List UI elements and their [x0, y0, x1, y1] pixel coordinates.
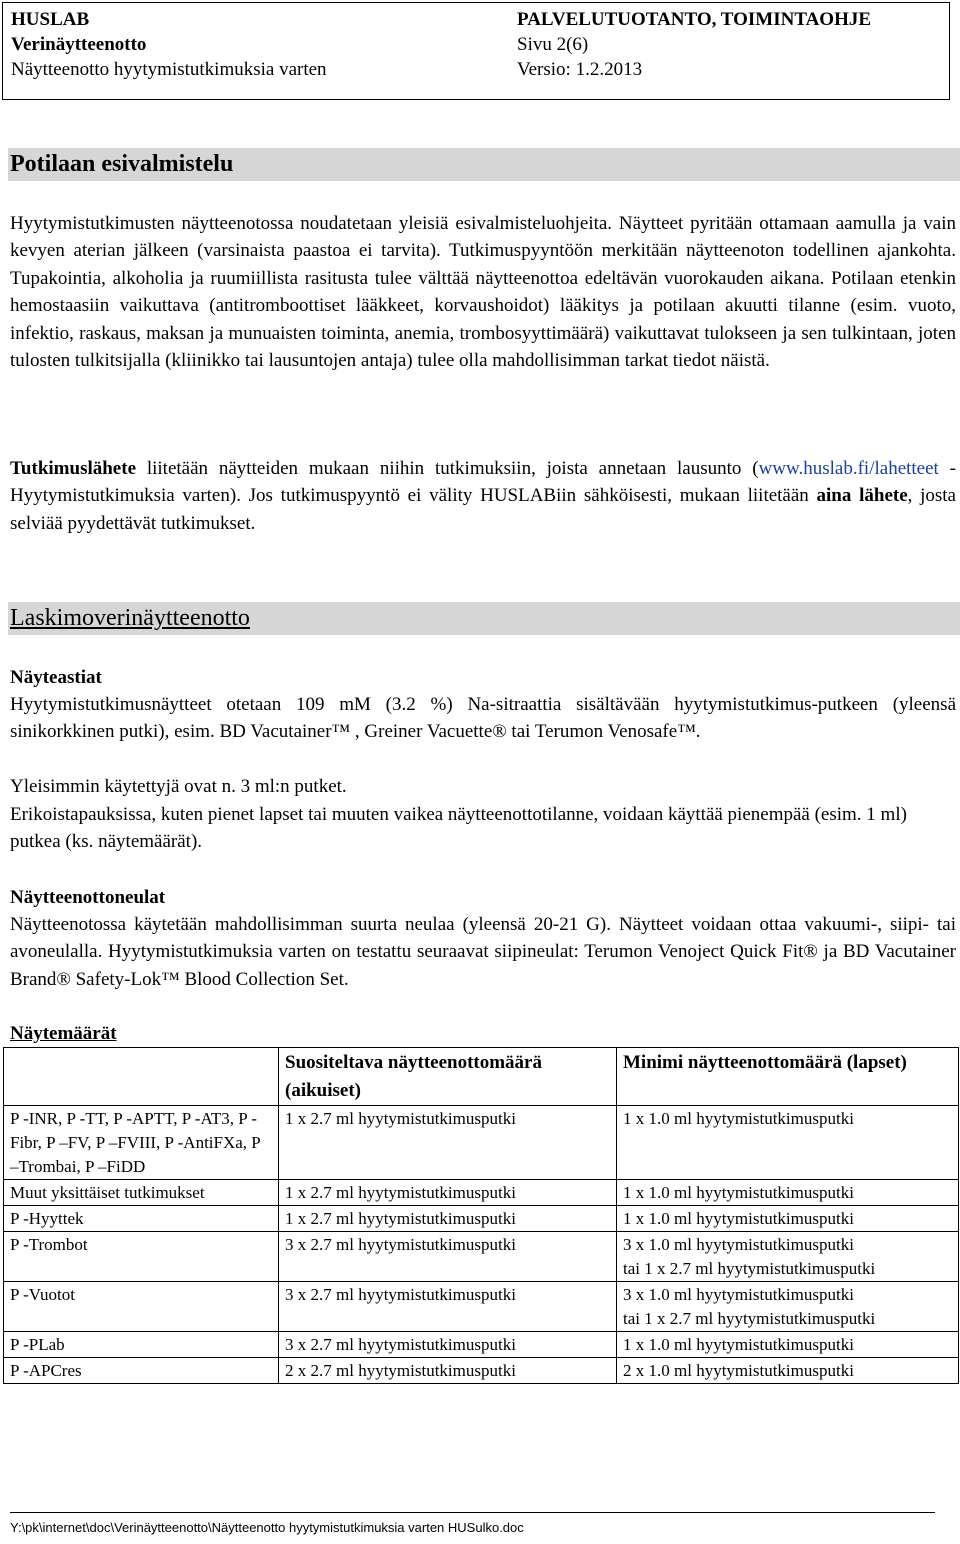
table-row [4, 1180, 959, 1206]
header-right [517, 7, 871, 82]
table-cell-child [617, 1232, 959, 1282]
table-cell-adult: 3 x 2.7 ml hyytymistutkimusputki [279, 1282, 617, 1332]
subheading-sample-amounts: Näytemäärät [10, 1023, 117, 1044]
table-cell-adult: 2 x 2.7 ml hyytymistutkimusputki [279, 1358, 617, 1384]
table-cell-adult: 3 x 2.7 ml hyytymistutkimusputki [279, 1332, 617, 1358]
referral-text-c: , josta selviää pyydettävät tutkimukset. [10, 485, 956, 534]
table-row [4, 1232, 959, 1282]
table-header-adult: Suositeltava näytteenottomäärä (aikuiset) [279, 1048, 617, 1106]
document-header [2, 2, 950, 100]
header-section: Verinäytteenotto [11, 34, 147, 55]
table-row [4, 1206, 959, 1232]
subheading-containers: Näyteastiat [10, 667, 102, 688]
table-cell-child [617, 1332, 959, 1358]
header-left [11, 7, 327, 82]
table-cell-adult: 3 x 2.7 ml hyytymistutkimusputki [279, 1232, 617, 1282]
header-department: PALVELUTUOTANTO, TOIMINTAOHJE [517, 9, 872, 30]
table-cell-test: P -Hyyttek [4, 1206, 279, 1232]
referral-bold: Tutkimuslähete [10, 458, 136, 479]
table-cell-child [617, 1206, 959, 1232]
table-cell-adult: 1 x 2.7 ml hyytymistutkimusputki [279, 1206, 617, 1232]
table-cell-test: P -Trombot [4, 1232, 279, 1282]
table-cell-child-line: 1 x 1.0 ml hyytymistutkimusputki [623, 1335, 854, 1354]
section-title-preparation: Potilaan esivalmistelu [8, 148, 960, 181]
table-cell-child-line: 1 x 1.0 ml hyytymistutkimusputki [623, 1183, 854, 1202]
table-cell-child [617, 1358, 959, 1384]
table-header-row [4, 1048, 959, 1106]
header-subsection: Näytteenotto hyytymistutkimuksia varten [11, 59, 327, 80]
referral-text-b: - Hyytymistutkimuksia varten). Jos tutkimuspyyntö ei välity HUSLABiin sähköisesti, mukaan liitetään [10, 458, 957, 507]
containers-text: Hyytymistutkimusnäytteet otetaan 109 mM (3.2 %) Na-sitraattia sisältävään hyytymistutkimus-putkeen (yleensä sinikorkkinen putki), esim. BD Vacutainer™ , Greiner Vacuette® tai Terumon Venosafe™. [10, 694, 956, 743]
table-body [4, 1106, 959, 1384]
table-cell-child-line-2: tai 1 x 2.7 ml hyytymistutkimusputki [623, 1259, 876, 1278]
table-cell-child-line: 1 x 1.0 ml hyytymistutkimusputki [623, 1209, 854, 1228]
needles-text: Näytteenotossa käytetään mahdollisimman suurta neulaa (yleensä 20-21 G). Näytteet voidaan ottaa vakuumi-, siipi- tai avoneulalla. Hyytymistutkimuksia varten on testattu seuraavat siipineulat: Terumon Venoject Quick Fit® ja BD Vacutainer Brand® Safety-Lok™ Blood Collection Set. [10, 914, 956, 990]
header-page: Sivu 2(6) [517, 34, 589, 55]
table-cell-child [617, 1106, 959, 1180]
table-cell-child [617, 1180, 959, 1206]
table-row [4, 1358, 959, 1384]
preparation-paragraph: Hyytymistutkimusten näytteenotossa noudatetaan yleisiä esivalmisteluohjeita. Näytteet pyritään ottamaan aamulla ja vain kevyen aterian jälkeen (varsinaista paastoa ei tarvita). Tutkimuspyyntöön merkitään näytteenoton todellinen ajankohta. Tupakointia, alkoholia ja ruumiillista rasitusta tulee välttää näytteenottoa edeltävän vuorokauden aikana. Potilaan etenkin hemostaasiin vaikuttava (antitromboottiset lääkkeet, korvaushoidot) lääkitys ja potilaan akuutti tilanne (esim. vuoto, infektio, raskaus, maksan ja munuaisten toiminta, anemia, trombosyyttimäärä) vaikuttavat tulokseen ja sen tulkintaan, joten tulosten tulkitsijalla (kliinikko tai lausuntojen antaja) tulee olla mahdollisimman tarkat tiedot näistä. [10, 213, 956, 372]
subheading-needles: Näytteenottoneulat [10, 887, 166, 908]
table-cell-child-line-2: tai 1 x 2.7 ml hyytymistutkimusputki [623, 1309, 876, 1328]
table-header-empty [4, 1048, 279, 1106]
footer-divider [10, 1512, 935, 1513]
section-title-venous [8, 602, 960, 635]
table-cell-adult: 1 x 2.7 ml hyytymistutkimusputki [279, 1106, 617, 1180]
containers-line-2: Yleisimmin käytettyjä ovat n. 3 ml:n putket. [10, 776, 347, 797]
table-cell-child [617, 1282, 959, 1332]
table-row [4, 1106, 959, 1180]
table-cell-test: P -Vuotot [4, 1282, 279, 1332]
table-cell-child-line: 3 x 1.0 ml hyytymistutkimusputki [623, 1235, 854, 1254]
table-cell-test: P -PLab [4, 1332, 279, 1358]
section-title-venous-text: Laskimoverinäytteenotto [10, 605, 250, 631]
table-cell-test: Muut yksittäiset tutkimukset [4, 1180, 279, 1206]
table-cell-child-line: 2 x 1.0 ml hyytymistutkimusputki [623, 1361, 854, 1380]
table-header-child: Minimi näytteenottomäärä (lapset) [617, 1048, 959, 1106]
referral-paragraph [10, 455, 956, 537]
table-cell-test: P -INR, P -TT, P -APTT, P -AT3, P -Fibr, P –FV, P –FVIII, P -AntiFXa, P –Trombai, P –FiDD [4, 1106, 279, 1180]
table-cell-child-line: 1 x 1.0 ml hyytymistutkimusputki [623, 1109, 854, 1128]
referral-bold-2: aina lähete [816, 485, 908, 507]
referral-text-a: liitetään näytteiden mukaan niihin tutkimuksiin, joista annetaan lausunto ( [136, 458, 759, 479]
table-cell-test: P -APCres [4, 1358, 279, 1384]
table-row [4, 1282, 959, 1332]
containers-line-3: Erikoistapauksissa, kuten pienet lapset tai muuten vaikea näytteenottotilanne, voidaan käyttää pienempää (esim. 1 ml) putkea (ks. näytemäärät). [10, 804, 907, 853]
sample-amount-table [3, 1047, 959, 1384]
header-version: Versio: 1.2.2013 [517, 59, 643, 80]
header-org: HUSLAB [11, 9, 90, 30]
table-cell-adult: 1 x 2.7 ml hyytymistutkimusputki [279, 1180, 617, 1206]
referral-link[interactable]: www.huslab.fi/lahetteet [758, 458, 939, 479]
table-cell-child-line: 3 x 1.0 ml hyytymistutkimusputki [623, 1285, 854, 1304]
footer-path: Y:\pk\internet\doc\Verinäytteenotto\Näytteenotto hyytymistutkimuksia varten HUSulko.doc [10, 1520, 524, 1535]
table-row [4, 1332, 959, 1358]
